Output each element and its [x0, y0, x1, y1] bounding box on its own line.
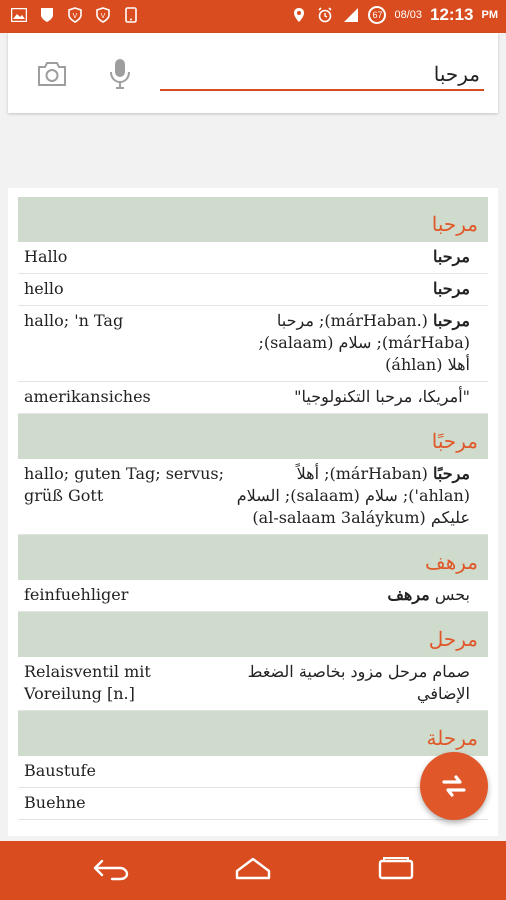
microphone-icon[interactable]: [110, 58, 130, 94]
back-button[interactable]: [92, 857, 130, 885]
back-icon: [92, 857, 130, 881]
list-item[interactable]: [18, 580, 488, 612]
german-term: Relaisventil mit Voreilung [n.]: [24, 662, 151, 703]
results-panel: [8, 188, 498, 836]
status-ampm: PM: [481, 9, 498, 21]
list-item[interactable]: [18, 657, 488, 711]
gallery-notification-icon: [10, 6, 28, 24]
arabic-keyword: مرهف: [387, 585, 430, 604]
german-term: Baustufe: [24, 761, 96, 780]
list-item[interactable]: [18, 382, 488, 414]
swap-icon: [440, 774, 468, 798]
vpn-notification-icon-2: [94, 6, 112, 24]
group-heading-text: مرحل: [428, 627, 478, 651]
german-term: Buehne: [24, 793, 86, 812]
group-heading: [18, 414, 488, 459]
vpn-notification-icon: [66, 6, 84, 24]
group-heading: [18, 197, 488, 242]
arabic-term: [232, 382, 488, 413]
shield-notification-icon: [38, 6, 56, 24]
group-heading-text: مرهف: [425, 550, 478, 574]
phone-notification-icon: [122, 6, 140, 24]
list-item[interactable]: [18, 756, 488, 788]
arabic-term: [232, 459, 488, 534]
arabic-keyword: مرحبا: [433, 247, 470, 266]
arabic-term: [232, 306, 488, 381]
list-item[interactable]: [18, 459, 488, 535]
group-heading: [18, 535, 488, 580]
arabic-detail: "أمريكا، مرحبا التكنولوجيا": [294, 387, 470, 406]
home-button[interactable]: [234, 857, 272, 885]
list-item[interactable]: [18, 788, 488, 820]
group-heading: [18, 711, 488, 756]
alarm-icon: [316, 6, 334, 24]
arabic-detail: (márHaban)‏; أهلاً (ahlan')‏; سلام (salaam)‏; السلام عليكم (al-salaam 3aláykum)‏: [236, 464, 470, 527]
arabic-term: [232, 242, 488, 273]
german-term: hallo; guten Tag; servus; grüß Gott: [24, 464, 224, 505]
list-item[interactable]: [18, 242, 488, 274]
group-heading: [18, 612, 488, 657]
svg-text:V: V: [72, 13, 78, 20]
svg-text:V: V: [100, 13, 106, 20]
group-heading-text: مرحبا: [431, 212, 478, 236]
arabic-detail: (.márHaban)‏; مرحبا (márHaba)‏; سلام (salaam)‏; أهلا (áhlan)‏: [258, 311, 470, 374]
german-term: Hallo: [24, 247, 68, 266]
arabic-keyword: مرحبا: [433, 279, 470, 298]
list-item[interactable]: [18, 274, 488, 306]
arabic-detail: بحس: [429, 585, 470, 604]
german-term: hallo; 'n Tag: [24, 311, 124, 330]
search-input[interactable]: [160, 59, 484, 91]
status-time: 12:13: [430, 5, 474, 24]
camera-icon[interactable]: [36, 61, 68, 91]
arabic-keyword: مرحبا: [433, 311, 470, 330]
navigation-bar: [0, 841, 506, 900]
german-term: hello: [24, 279, 64, 298]
home-icon: [234, 857, 272, 881]
recent-apps-button[interactable]: [377, 857, 415, 885]
status-date: 08/03: [394, 9, 423, 21]
recent-apps-icon: [377, 857, 415, 881]
battery-badge: 67: [368, 6, 386, 24]
german-term: amerikansiches: [24, 387, 151, 406]
group-heading-text: مرحلة: [426, 726, 478, 750]
location-icon: [290, 6, 308, 24]
arabic-detail: صمام مرحل مزود بخاصية الضغط الإضافي: [247, 662, 470, 703]
status-bar: [0, 0, 506, 33]
german-term: feinfuehliger: [24, 585, 129, 604]
group-heading-text: مرحبًا: [431, 429, 478, 453]
arabic-term: [232, 580, 488, 611]
search-card: [8, 33, 498, 113]
swap-language-button[interactable]: [420, 752, 488, 820]
signal-icon: [342, 6, 360, 24]
arabic-term: [232, 274, 488, 305]
results-list: [18, 197, 488, 820]
arabic-term: [232, 657, 488, 710]
arabic-keyword: مرحبًا: [433, 464, 470, 483]
list-item[interactable]: [18, 306, 488, 382]
